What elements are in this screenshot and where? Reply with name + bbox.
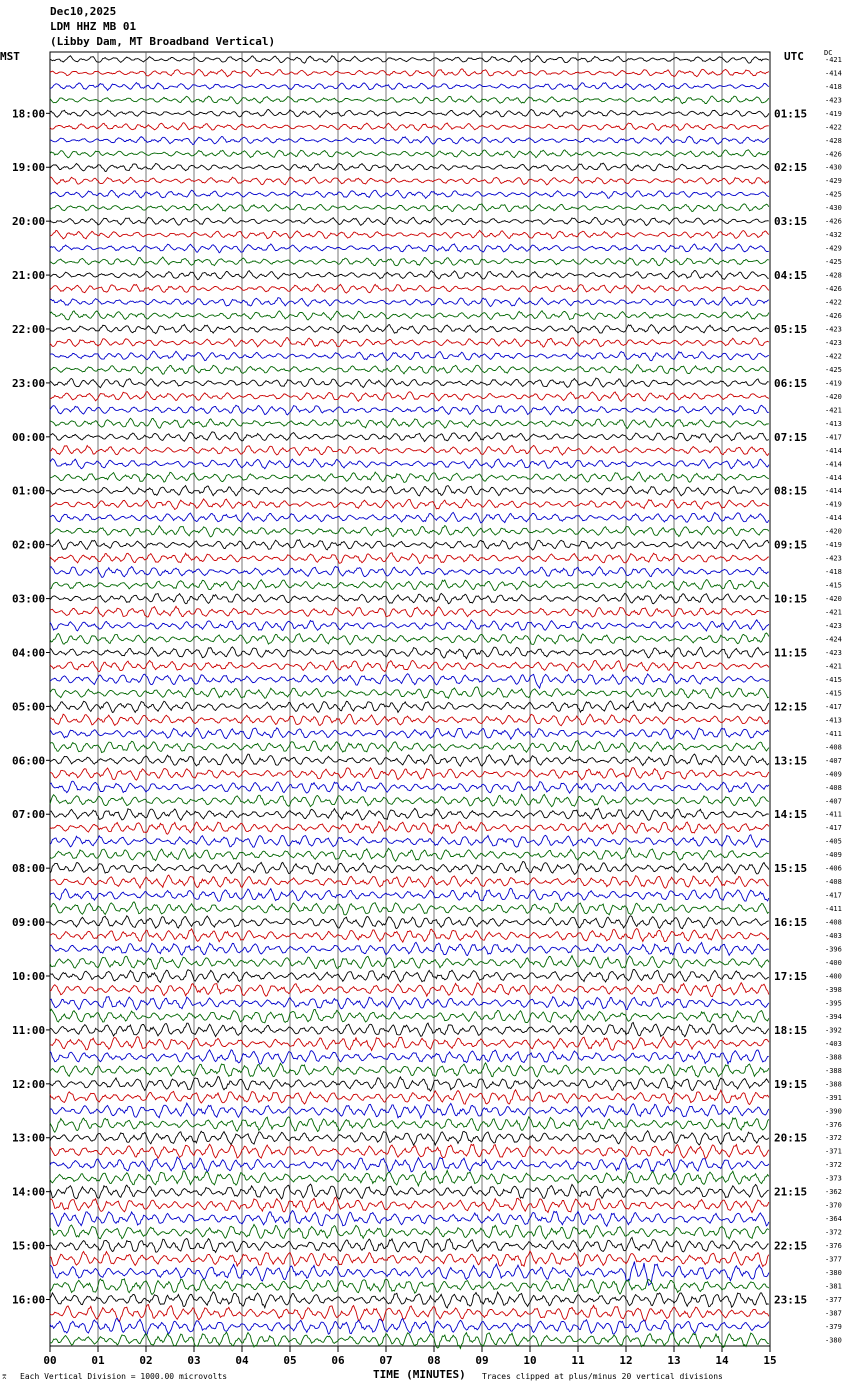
dc-offset-label: -371 <box>825 1147 842 1156</box>
trace-73 <box>50 1037 769 1051</box>
trace-10 <box>50 190 769 198</box>
dc-offset-label: -420 <box>825 527 842 536</box>
right-hour-label: 19:15 <box>774 1077 808 1091</box>
left-hour-label: 18:00 <box>12 107 46 121</box>
trace-72 <box>50 1023 769 1037</box>
trace-78 <box>50 1103 769 1118</box>
trace-66 <box>50 942 769 955</box>
dc-offset-label: -419 <box>825 109 842 118</box>
dc-offset-label: -414 <box>825 487 842 496</box>
left-hour-label: 14:00 <box>12 1185 46 1199</box>
x-tick-label: 00 <box>43 1354 57 1367</box>
dc-offset-label: -400 <box>825 972 842 981</box>
dc-offset-label: -380 <box>825 1336 842 1345</box>
right-hour-label: 06:15 <box>774 376 808 390</box>
dc-offset-label: -425 <box>825 258 842 267</box>
trace-74 <box>50 1050 769 1064</box>
right-hour-label: 23:15 <box>774 1293 808 1307</box>
dc-offset-label: -405 <box>825 837 842 846</box>
dc-offset-label: -430 <box>825 163 842 172</box>
right-hour-label: 15:15 <box>774 862 808 876</box>
dc-offset-label: -394 <box>825 1012 842 1021</box>
trace-71 <box>50 1009 769 1023</box>
x-tick-label: 05 <box>283 1354 297 1367</box>
trace-5 <box>50 123 769 131</box>
left-hour-label: 01:00 <box>12 484 46 498</box>
trace-27 <box>50 418 769 428</box>
dc-offset-label: -422 <box>825 298 842 307</box>
dc-offset-label: -411 <box>825 810 842 819</box>
trace-35 <box>50 526 769 537</box>
dc-offset-label: -428 <box>825 136 842 145</box>
dc-offset-label: -426 <box>825 217 842 226</box>
dc-offset-label: -388 <box>825 1053 842 1062</box>
trace-32 <box>50 486 769 496</box>
trace-43 <box>50 633 769 645</box>
dc-offset-label: -420 <box>825 392 842 401</box>
trace-46 <box>50 674 769 689</box>
dc-offset-label: -417 <box>825 433 842 442</box>
right-hour-label: 12:15 <box>774 700 808 714</box>
x-tick-label: 04 <box>235 1354 249 1367</box>
dc-offset-label: -421 <box>825 662 842 671</box>
trace-21 <box>50 338 769 348</box>
trace-14 <box>50 244 769 253</box>
trace-13 <box>50 230 769 239</box>
trace-69 <box>50 983 769 997</box>
trace-30 <box>50 459 769 469</box>
left-hour-label: 11:00 <box>12 1023 46 1037</box>
trace-65 <box>50 929 769 943</box>
trace-52 <box>50 754 769 766</box>
left-hour-label: 19:00 <box>12 161 46 175</box>
dc-offset-label: -419 <box>825 379 842 388</box>
dc-offset-label: -362 <box>825 1188 842 1197</box>
trace-67 <box>50 956 769 970</box>
trace-31 <box>50 472 769 482</box>
trace-36 <box>50 540 769 550</box>
left-hour-label: 04:00 <box>12 646 46 660</box>
left-hour-label: 13:00 <box>12 1131 46 1145</box>
dc-offset-label: -403 <box>825 932 842 941</box>
dc-offset-label: -425 <box>825 365 842 374</box>
left-hour-label: 20:00 <box>12 215 46 229</box>
trace-57 <box>50 822 769 835</box>
x-tick-label: 14 <box>715 1354 729 1367</box>
dc-offset-label: -407 <box>825 756 842 765</box>
dc-offset-label: -421 <box>825 406 842 415</box>
trace-0 <box>50 56 769 64</box>
right-hour-label: 16:15 <box>774 916 808 930</box>
x-tick-label: 01 <box>91 1354 105 1367</box>
dc-offset-label: -429 <box>825 177 842 186</box>
trace-70 <box>50 997 769 1010</box>
trace-15 <box>50 257 769 266</box>
trace-63 <box>50 902 769 915</box>
dc-offset-label: -415 <box>825 581 842 590</box>
trace-37 <box>50 553 769 564</box>
dc-offset-label: -426 <box>825 150 842 159</box>
dc-offset-label: -372 <box>825 1228 842 1237</box>
trace-25 <box>50 392 769 402</box>
left-hour-label: 02:00 <box>12 538 46 552</box>
left-hour-label: 05:00 <box>12 700 46 714</box>
trace-62 <box>50 888 769 901</box>
right-hour-label: 13:15 <box>774 754 808 768</box>
x-tick-label: 12 <box>619 1354 633 1367</box>
right-hour-label: 18:15 <box>774 1023 808 1037</box>
trace-7 <box>50 150 769 158</box>
dc-offset-label: -392 <box>825 1026 842 1035</box>
dc-offset-label: -430 <box>825 204 842 213</box>
right-hour-label: 11:15 <box>774 646 808 660</box>
left-timezone-label: MST <box>0 50 20 63</box>
dc-offset-label: -422 <box>825 352 842 361</box>
right-hour-label: 17:15 <box>774 969 808 983</box>
trace-22 <box>50 351 769 361</box>
left-hour-label: 12:00 <box>12 1077 46 1091</box>
dc-offset-label: -372 <box>825 1134 842 1143</box>
x-tick-label: 07 <box>379 1354 393 1367</box>
trace-79 <box>50 1117 769 1132</box>
dc-offset-label: -418 <box>825 568 842 577</box>
trace-24 <box>50 378 769 388</box>
dc-offset-label: -406 <box>825 864 842 873</box>
trace-91 <box>50 1279 769 1295</box>
left-hour-label: 16:00 <box>12 1293 46 1307</box>
trace-53 <box>50 768 769 781</box>
left-hour-label: 07:00 <box>12 808 46 822</box>
right-hour-label: 05:15 <box>774 322 808 336</box>
trace-83 <box>50 1170 769 1186</box>
scale-icon: ⌆ <box>2 1372 7 1381</box>
clip-note: Traces clipped at plus/minus 20 vertical divisions <box>482 1372 723 1381</box>
trace-93 <box>50 1305 769 1322</box>
trace-6 <box>50 136 769 144</box>
dc-offset-label: -425 <box>825 190 842 199</box>
trace-80 <box>50 1131 769 1145</box>
dc-offset-label: -396 <box>825 945 842 954</box>
dc-offset-label: -420 <box>825 595 842 604</box>
dc-offset-label: -432 <box>825 231 842 240</box>
trace-23 <box>50 365 769 375</box>
dc-offset-label: -429 <box>825 244 842 253</box>
right-hour-label: 21:15 <box>774 1185 808 1199</box>
dc-offset-label: -408 <box>825 783 842 792</box>
dc-offset-label: -387 <box>825 1309 842 1318</box>
dc-offset-label: -398 <box>825 985 842 994</box>
dc-offset-label: -418 <box>825 82 842 91</box>
x-tick-label: 13 <box>667 1354 681 1367</box>
dc-offset-label: -417 <box>825 824 842 833</box>
dc-offset-label: -423 <box>825 648 842 657</box>
trace-18 <box>50 297 769 306</box>
dc-offset-label: -426 <box>825 285 842 294</box>
dc-offset-label: -417 <box>825 891 842 900</box>
dc-offset-label: -423 <box>825 96 842 105</box>
right-hour-label: 07:15 <box>774 430 808 444</box>
trace-2 <box>50 83 769 91</box>
dc-offset-label: -391 <box>825 1093 842 1102</box>
header-date: Dec10,2025 <box>50 5 117 18</box>
trace-58 <box>50 835 769 848</box>
left-hour-label: 21:00 <box>12 269 46 283</box>
left-hour-label: 00:00 <box>12 430 46 444</box>
trace-76 <box>50 1076 769 1091</box>
trace-45 <box>50 660 769 671</box>
left-hour-label: 10:00 <box>12 969 46 983</box>
trace-77 <box>50 1090 769 1105</box>
trace-87 <box>50 1225 769 1239</box>
left-hour-label: 23:00 <box>12 376 46 390</box>
x-tick-label: 11 <box>571 1354 585 1367</box>
dc-offset-label: -388 <box>825 1066 842 1075</box>
dc-offset-label: -408 <box>825 918 842 927</box>
x-tick-label: 10 <box>523 1354 537 1367</box>
trace-42 <box>50 620 769 631</box>
trace-40 <box>50 593 769 603</box>
x-tick-label: 06 <box>331 1354 345 1367</box>
trace-85 <box>50 1197 769 1212</box>
trace-17 <box>50 284 769 293</box>
dc-offset-label: -380 <box>825 1269 842 1278</box>
trace-3 <box>50 96 769 104</box>
dc-offset-label: -400 <box>825 959 842 968</box>
trace-11 <box>50 204 769 212</box>
dc-offset-label: -415 <box>825 689 842 698</box>
trace-12 <box>50 217 769 225</box>
header-description: (Libby Dam, MT Broadband Vertical) <box>50 35 276 48</box>
dc-offset-label: -409 <box>825 851 842 860</box>
right-hour-label: 08:15 <box>774 484 808 498</box>
dc-label: DC <box>824 49 833 57</box>
dc-offset-label: -414 <box>825 514 842 523</box>
dc-offset-label: -395 <box>825 999 842 1008</box>
trace-48 <box>50 701 769 713</box>
trace-28 <box>50 432 769 442</box>
trace-84 <box>50 1184 769 1199</box>
dc-offset-label: -421 <box>825 55 842 64</box>
trace-19 <box>50 311 769 320</box>
dc-offset-label: -403 <box>825 1039 842 1048</box>
trace-61 <box>50 875 769 888</box>
trace-54 <box>50 781 769 793</box>
trace-60 <box>50 862 769 875</box>
dc-offset-label: -411 <box>825 729 842 738</box>
dc-offset-label: -426 <box>825 312 842 321</box>
dc-offset-label: -424 <box>825 635 842 644</box>
left-hour-label: 22:00 <box>12 322 46 336</box>
dc-offset-label: -414 <box>825 460 842 469</box>
x-tick-label: 15 <box>763 1354 777 1367</box>
left-hour-label: 06:00 <box>12 754 46 768</box>
trace-51 <box>50 741 769 753</box>
x-tick-label: 03 <box>187 1354 201 1367</box>
trace-82 <box>50 1157 769 1172</box>
dc-offset-label: -370 <box>825 1201 842 1210</box>
dc-offset-label: -419 <box>825 541 842 550</box>
right-hour-label: 20:15 <box>774 1131 808 1145</box>
right-timezone-label: UTC <box>784 50 804 63</box>
dc-offset-label: -377 <box>825 1295 842 1304</box>
dc-offset-label: -423 <box>825 338 842 347</box>
right-hour-label: 04:15 <box>774 269 808 283</box>
dc-offset-label: -381 <box>825 1282 842 1291</box>
dc-offset-label: -388 <box>825 1080 842 1089</box>
scale-note: Each Vertical Division = 1000.00 microvolts <box>20 1372 228 1381</box>
dc-offset-label: -415 <box>825 675 842 684</box>
dc-offset-label: -417 <box>825 702 842 711</box>
header-station: LDM HHZ MB 01 <box>50 20 137 33</box>
trace-38 <box>50 566 769 577</box>
trace-49 <box>50 714 769 726</box>
trace-75 <box>50 1063 769 1077</box>
trace-4 <box>50 109 769 117</box>
dc-offset-label: -373 <box>825 1174 842 1183</box>
dc-offset-label: -408 <box>825 878 842 887</box>
dc-offset-label: -423 <box>825 622 842 631</box>
trace-44 <box>50 647 769 659</box>
dc-offset-label: -414 <box>825 69 842 78</box>
dc-offset-label: -411 <box>825 905 842 914</box>
dc-offset-label: -408 <box>825 743 842 752</box>
dc-offset-label: -422 <box>825 123 842 132</box>
x-axis-title: TIME (MINUTES) <box>373 1368 466 1381</box>
dc-offset-label: -414 <box>825 446 842 455</box>
x-tick-label: 08 <box>427 1354 441 1367</box>
trace-68 <box>50 970 769 983</box>
trace-9 <box>50 177 769 185</box>
trace-81 <box>50 1144 769 1158</box>
right-hour-label: 01:15 <box>774 107 808 121</box>
x-tick-label: 02 <box>139 1354 153 1367</box>
trace-20 <box>50 325 769 334</box>
trace-88 <box>50 1237 769 1252</box>
trace-34 <box>50 512 769 523</box>
left-hour-label: 09:00 <box>12 916 46 930</box>
dc-offset-label: -376 <box>825 1120 842 1129</box>
trace-39 <box>50 580 769 591</box>
left-hour-label: 15:00 <box>12 1239 46 1253</box>
trace-41 <box>50 606 769 617</box>
trace-1 <box>50 69 769 77</box>
dc-offset-label: -390 <box>825 1107 842 1116</box>
dc-offset-label: -414 <box>825 473 842 482</box>
trace-47 <box>50 687 769 698</box>
left-hour-label: 03:00 <box>12 592 46 606</box>
dc-offset-label: -419 <box>825 500 842 509</box>
right-hour-label: 22:15 <box>774 1239 808 1253</box>
trace-29 <box>50 445 769 455</box>
trace-26 <box>50 405 769 415</box>
dc-offset-label: -423 <box>825 554 842 563</box>
trace-55 <box>50 794 769 806</box>
dc-offset-label: -377 <box>825 1255 842 1264</box>
right-hour-label: 09:15 <box>774 538 808 552</box>
dc-offset-label: -409 <box>825 770 842 779</box>
dc-offset-label: -379 <box>825 1322 842 1331</box>
dc-offset-label: -423 <box>825 325 842 334</box>
dc-offset-label: -413 <box>825 419 842 428</box>
dc-offset-label: -364 <box>825 1215 842 1224</box>
right-hour-label: 10:15 <box>774 592 808 606</box>
dc-offset-label: -372 <box>825 1161 842 1170</box>
dc-offset-label: -421 <box>825 608 842 617</box>
trace-94 <box>50 1318 769 1335</box>
trace-92 <box>50 1292 769 1308</box>
trace-33 <box>50 499 769 510</box>
trace-89 <box>50 1251 769 1266</box>
trace-16 <box>50 271 769 280</box>
dc-offset-label: -428 <box>825 271 842 280</box>
right-hour-label: 03:15 <box>774 215 808 229</box>
trace-64 <box>50 916 769 929</box>
trace-8 <box>50 163 769 171</box>
dc-offset-label: -407 <box>825 797 842 806</box>
trace-86 <box>50 1211 769 1227</box>
right-hour-label: 02:15 <box>774 161 808 175</box>
trace-56 <box>50 808 769 820</box>
right-hour-label: 14:15 <box>774 808 808 822</box>
trace-59 <box>50 848 769 861</box>
left-hour-label: 08:00 <box>12 862 46 876</box>
dc-offset-label: -413 <box>825 716 842 725</box>
trace-50 <box>50 728 769 740</box>
x-tick-label: 09 <box>475 1354 489 1367</box>
dc-offset-label: -376 <box>825 1242 842 1251</box>
